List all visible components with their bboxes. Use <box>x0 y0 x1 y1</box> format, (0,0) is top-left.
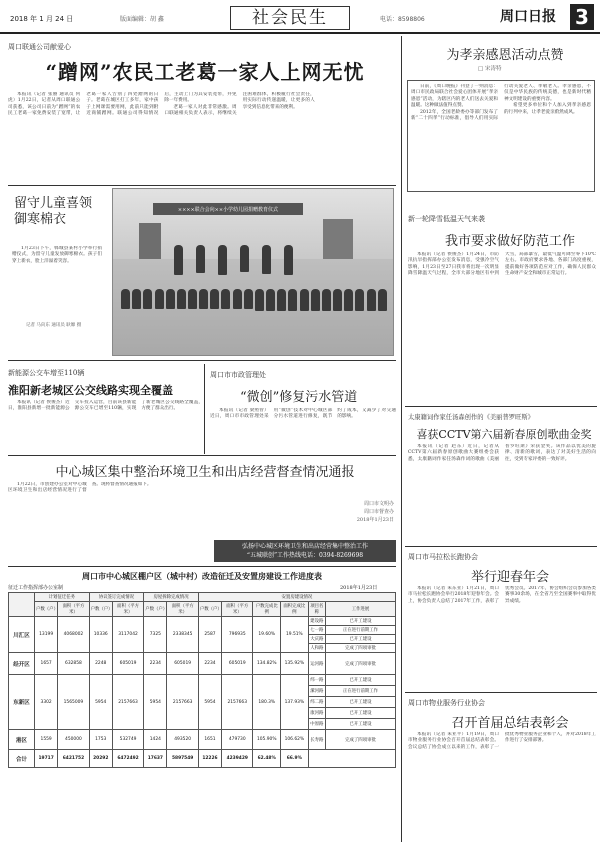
article-body <box>8 92 393 184</box>
project-status: 完成了四项审批 <box>326 653 396 675</box>
article-headline: “微创”修复污水管道 <box>240 390 358 405</box>
page-number: 3 <box>570 4 594 30</box>
article-kicker: 周口市市政管理处 <box>210 371 266 379</box>
article-signoff: 周口市文明办 周口市督查办 2018年1月23日 <box>356 501 394 523</box>
issue-date: 2018 年 1 月 24 日 <box>10 15 74 23</box>
progress-table <box>8 592 396 768</box>
campaign-notice: 弘扬中心城区环境卫生和出店经营集中整治工作 “五城联创”工作热线电话：0394-8269698 <box>214 540 396 562</box>
project-status: 已开工建设 <box>326 635 396 644</box>
data-table <box>8 592 396 768</box>
column-header: 面积（平方米） <box>167 602 198 617</box>
district-cell: 川汇区 <box>9 617 35 653</box>
newspaper-logo: 周口日报 <box>500 9 556 25</box>
column-header: 户数完成比例 <box>253 602 281 617</box>
column-header: 项目名称 <box>308 602 325 617</box>
column-header: 面积（平方米） <box>58 602 89 617</box>
divider <box>405 546 597 547</box>
seated-children <box>121 289 387 353</box>
project-name: 康河路 <box>308 708 325 719</box>
standing-adults <box>168 245 298 275</box>
photo-caption: 1月23日下午，郸城县某村小学举行捐赠仪式，为留守儿童发放御寒棉衣。孩子们穿上新衣，脸上洋溢着笑容。 <box>12 246 102 264</box>
table-row: 东新区 3302 1565009 5954 2157663 5954 2157663 5954 2157663 180.3% 137.93% 纬一路 已开工建设 <box>9 675 396 686</box>
divider <box>204 364 205 454</box>
project-status: 已开工建设 <box>326 708 396 719</box>
project-status: 已开工建设 <box>326 697 396 708</box>
divider <box>8 185 396 186</box>
page-editor: 版面编辑：胡 鑫 <box>120 16 164 23</box>
editor-phone: 电话：8598806 <box>380 16 425 23</box>
article-body: 本报讯（记者 侯俊杰）近日，淮阳县新增一批新能源公交车投入运营，目前该县新能源公交车已增至110辆，实现了新老城区公交线路全覆盖，方便了群众出行。 <box>8 400 203 412</box>
article-paragraph: 老葛一家人对此非常感激。周口联通相关负责人表示，将继续关注困难群体，积极履行社会责任，用实际行动传递温暖，让更多的人享受到信息化带来的便利。 <box>164 92 315 117</box>
column-header: 工作进展 <box>326 602 396 617</box>
district-cell: 合计 <box>9 750 35 768</box>
divider <box>8 566 396 567</box>
article-kicker: 周口市物业服务行业协会 <box>408 699 485 707</box>
column-group-header: 协议签订完成情况 <box>89 593 144 602</box>
project-name: 漯河路 <box>308 686 325 697</box>
table-title: 周口市中心城区棚户区（城中村）改造征迁及安置房建设工作进度表 <box>82 571 322 581</box>
article-headline: 淮阳新老城区公交线路实现全覆盖 <box>8 384 173 397</box>
project-name: 运河路 <box>308 653 325 675</box>
project-name: 大庆路 <box>308 635 325 644</box>
article-body: 1月22日，市创建办公室对中心城区环境卫生和出店经营情况进行了督查。现将督查情况通报如下。 <box>8 482 152 494</box>
project-status: 完成了四项审批 <box>326 644 396 653</box>
project-name: 人和路 <box>308 644 325 653</box>
project-name: 纬一路 <box>308 675 325 686</box>
article-paragraph: 本报讯（记者 张丽 通讯员 何虎）1月22日，记者从周口联通公司获悉，该公司日前为“蹭网”的农民工老葛一家免费安装了宽带，让老葛一家人告别了四处蹭网的日子。老葛在城区打工多年，家中孩子上网课需要用网，此前只能到附近商铺蹭网。联通公司得知情况后，主动上门为其安装宽带，并免除一年费用。 <box>8 92 237 117</box>
page-header <box>0 0 600 34</box>
column-group-header: 房屋拆除完成情况 <box>144 593 199 602</box>
project-status: 完成了四项审批 <box>326 730 396 750</box>
article-headline: 为孝亲感恩活动点赞 <box>446 48 564 63</box>
column-header: 面积完成比例 <box>281 602 309 617</box>
divider <box>8 455 396 456</box>
project-status: 已开工建设 <box>326 617 396 626</box>
divider <box>405 406 597 407</box>
article-body: 日前，《周口晚报》刊登了一则消息：周口市民政局联合社会爱心团体开展“孝亲感恩”活动，为辖区内的老人们送去关爱和温暖。这种做法值得点赞。 2012年，全国老龄委办等部门发布了新“二十四孝”行动标准，倡导人们用实际行动关爱老人、孝敬老人。孝亲感恩，不仅是中华民族的传统美德，也是新时代精神文明建设的重要内容。 希望更多单位和个人加入到孝亲感恩的行列中来，让孝老爱亲蔚然成风。 <box>411 84 591 122</box>
project-name: 建设路 <box>308 617 325 626</box>
district-cell: 港区 <box>9 730 35 750</box>
doorway <box>139 223 161 259</box>
article-kicker: 新一轮降雪低温天气来袭 <box>408 215 485 223</box>
article-headline: 举行迎春年会 <box>470 570 549 585</box>
article-headline: “蹭网”农民工老葛一家人上网无忧 <box>45 60 365 84</box>
article-kicker: 周口市马拉松长跑协会 <box>408 553 478 561</box>
project-status: 已开工建设 <box>326 675 396 686</box>
column-group-header: 安置房建设情况 <box>198 593 395 602</box>
column-header: 面积（平方米） <box>112 602 143 617</box>
hotline-text: “五城联创”工作热线电话：0394-8269698 <box>246 552 364 559</box>
article-body: 本报讯（记者 侯俊杰）1月24日，市防汛抗旱指挥部办公室发布消息，受强冷空气影响，1月23日至27日我市将出现一次明显降雪降温天气过程，全市大部分地区有中到大雪，局部暴雪，最低气温可降至零下10℃左右。市政府要求各地、各部门高度重视，提前做好各项防范应对工作，确保人民群众生命财产安全和城市正常运行。 <box>408 252 596 277</box>
divider <box>8 360 396 361</box>
column-header: 户数（户） <box>89 602 112 617</box>
article-headline: 我市要求做好防范工作 <box>444 234 575 249</box>
project-name: 中原路 <box>308 719 325 730</box>
column-header: 户数（户） <box>198 602 221 617</box>
article-body: 本报讯（记者 朱东亚）1月21日，周口市马拉松长跑协会举行2018年迎春年会。会上，协会负责人总结了2017年工作，表彰了优秀会员。2017年，协会组织会员参加各类赛事30余场，在全省乃至全国赛事中取得优异成绩。 <box>408 586 596 604</box>
article-body: 本报讯（记者 梁照曾）近日，周口市市政管理处采用“微创”技术对中心城区部分污水管道进行修复，既节约了成本，又减少了对交通的影响。 <box>210 408 396 420</box>
table-row: 经开区 1657 632858 2248 605019 2234 605019 2234 605019 134.82% 135.92% 运河路 完成了四项审批 <box>9 653 396 675</box>
article-kicker: 新能源公交车增至110辆 <box>8 369 85 377</box>
district-cell: 经开区 <box>9 653 35 675</box>
section-title: 社会民生 <box>230 6 350 30</box>
project-status: 已开工建设 <box>326 719 396 730</box>
table-row: 港区 1559 450000 1753 532749 1424 493520 1651 479730 105.90% 106.62% 长寿路 完成了四项审批 <box>9 730 396 750</box>
project-status: 正在进行前期工作 <box>326 626 396 635</box>
district-cell: 东新区 <box>9 675 35 730</box>
column-divider <box>401 36 402 842</box>
article-author: □ 宋涛特 <box>478 66 502 72</box>
article-headline: 召开首届总结表彰会 <box>451 716 569 731</box>
divider <box>405 692 597 693</box>
project-name: 纬二路 <box>308 697 325 708</box>
article-body: 本报讯（记者 朱亚平）1月19日，周口市物业服务行业协会召开首届总结表彰会。会议总结了协会成立以来的工作，表彰了一批优秀物业服务企业和个人，并对2018年工作进行了安排部署。 <box>408 732 596 750</box>
photo-credit: 记者 马向东 通讯员 耿嫄 摄 <box>26 323 82 328</box>
article-body: 本报讯（记者 赵东）近日，记者从CCTV第六届新春原创歌曲大赛组委会获悉，太康籍词作家任汤森作词的歌曲《美丽普罗旺斯》荣获金奖。该作品以优美的旋律、清新的歌词，表达了对美好生活的向往，受到专家评委的一致好评。 <box>408 444 596 462</box>
event-banner: ××××联合会向××小学幼儿园捐赠教育仪式 <box>153 203 303 215</box>
project-status: 正在进行前期工作 <box>326 686 396 697</box>
column-group-header: 计划征迁任务 <box>35 593 90 602</box>
article-kicker: 太康籍词作家任汤森创作的《美丽普罗旺斯》 <box>408 414 534 421</box>
project-name: 长寿路 <box>308 730 325 750</box>
article-headline: 留守儿童喜领御寒棉衣 <box>14 196 93 227</box>
article-headline: 喜获CCTV第六届新春原创歌曲金奖 <box>416 428 592 441</box>
news-photo <box>112 188 394 356</box>
article-kicker: 周口联通公司献爱心 <box>8 43 71 51</box>
column-header: 面积（平方米） <box>222 602 253 617</box>
column-header: 户数（户） <box>35 602 58 617</box>
article-headline: 中心城区集中整治环境卫生和出店经营督查情况通报 <box>55 465 355 480</box>
window <box>323 219 353 259</box>
table-row: 川汇区 13199 4068002 10336 3117042 7325 2338345 2587 796935 19.60% 19.51% 建设路 已开工建设 <box>9 617 396 626</box>
table-date: 2018年1月23日 <box>340 585 378 591</box>
table-org: 征迁工作指挥部办公室制 <box>8 585 64 591</box>
column-header: 户数（户） <box>144 602 167 617</box>
project-name: 七一路 <box>308 626 325 635</box>
table-row-total: 合计 19717 6421752 20292 6472492 17637 5897549 12226 4239429 62.48% 66.9% <box>9 750 396 768</box>
